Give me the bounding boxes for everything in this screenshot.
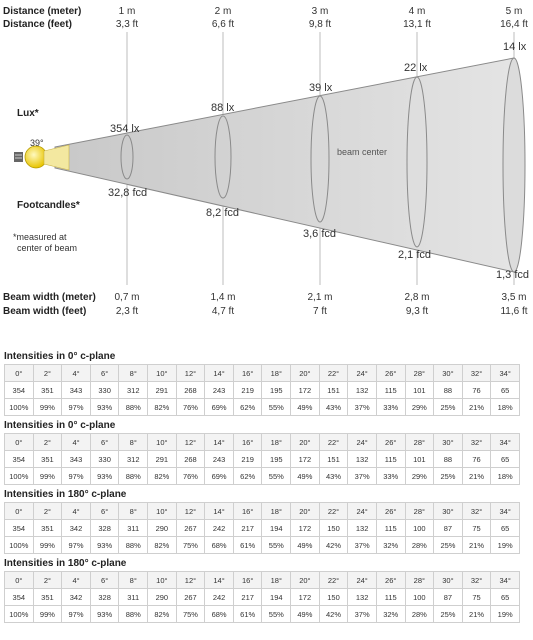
table-cell: 312 bbox=[119, 382, 148, 399]
table-cell: 25% bbox=[434, 468, 463, 485]
table-cell: 28% bbox=[405, 606, 434, 623]
table-cell: 33% bbox=[376, 399, 405, 416]
table-cell: 100% bbox=[5, 606, 34, 623]
distance-m-5: 5 m bbox=[505, 6, 523, 17]
lux-1: 354 lx bbox=[110, 123, 140, 135]
table-cell: 311 bbox=[119, 589, 148, 606]
table-cell: 243 bbox=[205, 382, 234, 399]
table-cell: 37% bbox=[348, 468, 377, 485]
angle-row bbox=[5, 434, 520, 451]
table-cell: 34° bbox=[491, 572, 520, 589]
table-cell: 24° bbox=[348, 365, 377, 382]
table-cell: 97% bbox=[62, 468, 91, 485]
table-cell: 151 bbox=[319, 382, 348, 399]
intensity-table-title: Intensities in 0° c-plane bbox=[4, 351, 116, 362]
table-cell: 2° bbox=[33, 365, 62, 382]
table-cell: 19% bbox=[491, 606, 520, 623]
table-cell: 10° bbox=[148, 434, 177, 451]
table-cell: 8° bbox=[119, 503, 148, 520]
table-cell: 16° bbox=[233, 572, 262, 589]
table-cell: 115 bbox=[376, 451, 405, 468]
table-cell: 6° bbox=[90, 365, 119, 382]
intensity-section bbox=[4, 419, 520, 485]
table-cell: 150 bbox=[319, 520, 348, 537]
table-cell: 30° bbox=[434, 572, 463, 589]
table-cell: 28° bbox=[405, 434, 434, 451]
table-cell: 61% bbox=[233, 537, 262, 554]
table-cell: 55% bbox=[262, 468, 291, 485]
table-cell: 4° bbox=[62, 434, 91, 451]
table-cell: 14° bbox=[205, 434, 234, 451]
table-cell: 93% bbox=[90, 468, 119, 485]
table-cell: 68% bbox=[205, 537, 234, 554]
distance-m-1: 1 m bbox=[118, 6, 136, 17]
lamp-icon bbox=[14, 145, 69, 170]
table-cell: 343 bbox=[62, 382, 91, 399]
distance-feet-values bbox=[116, 19, 528, 30]
table-cell: 26° bbox=[376, 365, 405, 382]
table-cell: 14° bbox=[205, 572, 234, 589]
table-cell: 18° bbox=[262, 503, 291, 520]
table-cell: 291 bbox=[148, 382, 177, 399]
distance-m-2: 2 m bbox=[214, 6, 232, 17]
table-cell: 34° bbox=[491, 434, 520, 451]
table-cell: 65 bbox=[491, 382, 520, 399]
table-cell: 172 bbox=[291, 451, 320, 468]
angle-row bbox=[5, 365, 520, 382]
table-cell: 28% bbox=[405, 537, 434, 554]
table-cell: 343 bbox=[62, 451, 91, 468]
table-cell: 99% bbox=[33, 468, 62, 485]
table-cell: 29% bbox=[405, 468, 434, 485]
table-cell: 242 bbox=[205, 589, 234, 606]
value-row bbox=[5, 451, 520, 468]
table-cell: 16° bbox=[233, 503, 262, 520]
angle-row bbox=[5, 572, 520, 589]
table-cell: 21% bbox=[462, 468, 491, 485]
table-cell: 10° bbox=[148, 572, 177, 589]
intensity-table-title: Intensities in 180° c-plane bbox=[4, 558, 127, 569]
table-cell: 19% bbox=[491, 537, 520, 554]
table-cell: 76 bbox=[462, 451, 491, 468]
table-cell: 49% bbox=[291, 606, 320, 623]
table-cell: 100 bbox=[405, 589, 434, 606]
table-cell: 14° bbox=[205, 503, 234, 520]
beam-cone bbox=[55, 58, 514, 272]
table-cell: 75% bbox=[176, 606, 205, 623]
table-cell: 30° bbox=[434, 503, 463, 520]
intensity-table bbox=[4, 502, 520, 554]
table-cell: 6° bbox=[90, 572, 119, 589]
table-cell: 217 bbox=[233, 520, 262, 537]
table-cell: 20° bbox=[291, 572, 320, 589]
table-cell: 354 bbox=[5, 382, 34, 399]
table-cell: 150 bbox=[319, 589, 348, 606]
table-cell: 28° bbox=[405, 503, 434, 520]
distance-ft-2: 6,6 ft bbox=[211, 19, 235, 30]
table-cell: 26° bbox=[376, 572, 405, 589]
intensity-section bbox=[4, 350, 520, 416]
lux-4: 22 lx bbox=[404, 62, 428, 74]
table-cell: 100% bbox=[5, 537, 34, 554]
distance-m-3: 3 m bbox=[311, 6, 329, 17]
table-cell: 351 bbox=[33, 382, 62, 399]
table-cell: 311 bbox=[119, 520, 148, 537]
table-cell: 0° bbox=[5, 503, 34, 520]
table-cell: 0° bbox=[5, 434, 34, 451]
table-cell: 49% bbox=[291, 399, 320, 416]
table-cell: 18% bbox=[491, 468, 520, 485]
table-cell: 29% bbox=[405, 399, 434, 416]
table-cell: 55% bbox=[262, 606, 291, 623]
table-cell: 24° bbox=[348, 503, 377, 520]
width-m-3: 2,1 m bbox=[307, 292, 333, 303]
table-cell: 93% bbox=[90, 399, 119, 416]
intensity-tables bbox=[4, 350, 520, 626]
fcd-4: 2,1 fcd bbox=[398, 249, 432, 261]
table-cell: 62% bbox=[233, 399, 262, 416]
table-cell: 82% bbox=[148, 537, 177, 554]
table-cell: 354 bbox=[5, 520, 34, 537]
table-cell: 194 bbox=[262, 520, 291, 537]
table-cell: 24° bbox=[348, 434, 377, 451]
table-cell: 16° bbox=[233, 365, 262, 382]
table-cell: 217 bbox=[233, 589, 262, 606]
intensity-table bbox=[4, 571, 520, 623]
table-cell: 65 bbox=[491, 451, 520, 468]
table-cell: 330 bbox=[90, 451, 119, 468]
table-cell: 20° bbox=[291, 365, 320, 382]
table-cell: 21% bbox=[462, 399, 491, 416]
table-cell: 93% bbox=[90, 606, 119, 623]
intensity-section bbox=[4, 557, 520, 623]
cross-section-5 bbox=[503, 58, 525, 272]
intensity-table-title: Intensities in 0° c-plane bbox=[4, 420, 116, 431]
table-cell: 268 bbox=[176, 451, 205, 468]
table-cell: 26° bbox=[376, 503, 405, 520]
table-cell: 28° bbox=[405, 572, 434, 589]
table-cell: 28° bbox=[405, 365, 434, 382]
distance-meter-values bbox=[119, 6, 523, 17]
table-cell: 75 bbox=[462, 589, 491, 606]
table-cell: 312 bbox=[119, 451, 148, 468]
table-cell: 290 bbox=[148, 589, 177, 606]
table-cell: 354 bbox=[5, 451, 34, 468]
table-cell: 25% bbox=[434, 399, 463, 416]
table-cell: 55% bbox=[262, 537, 291, 554]
table-cell: 18° bbox=[262, 365, 291, 382]
table-cell: 42% bbox=[319, 606, 348, 623]
distance-ft-3: 9,8 ft bbox=[308, 19, 332, 30]
table-cell: 37% bbox=[348, 537, 377, 554]
table-cell: 37% bbox=[348, 606, 377, 623]
table-cell: 65 bbox=[491, 589, 520, 606]
distance-ft-4: 13,1 ft bbox=[403, 19, 431, 30]
table-cell: 24° bbox=[348, 572, 377, 589]
table-cell: 82% bbox=[148, 606, 177, 623]
table-cell: 32° bbox=[462, 434, 491, 451]
table-cell: 18° bbox=[262, 572, 291, 589]
table-cell: 20° bbox=[291, 434, 320, 451]
distance-meter-label: Distance (meter) bbox=[3, 6, 82, 17]
table-cell: 115 bbox=[376, 589, 405, 606]
table-cell: 88 bbox=[434, 382, 463, 399]
table-cell: 93% bbox=[90, 537, 119, 554]
table-cell: 32° bbox=[462, 365, 491, 382]
table-cell: 30° bbox=[434, 365, 463, 382]
width-m-4: 2,8 m bbox=[404, 292, 430, 303]
percent-row bbox=[5, 537, 520, 554]
table-cell: 22° bbox=[319, 365, 348, 382]
table-cell: 243 bbox=[205, 451, 234, 468]
angle-row bbox=[5, 503, 520, 520]
table-cell: 6° bbox=[90, 503, 119, 520]
table-cell: 30° bbox=[434, 434, 463, 451]
table-cell: 21% bbox=[462, 606, 491, 623]
table-cell: 75 bbox=[462, 520, 491, 537]
table-cell: 267 bbox=[176, 589, 205, 606]
table-cell: 69% bbox=[205, 399, 234, 416]
table-cell: 75% bbox=[176, 537, 205, 554]
width-ft-4: 9,3 ft bbox=[405, 306, 429, 317]
table-cell: 172 bbox=[291, 520, 320, 537]
table-cell: 4° bbox=[62, 572, 91, 589]
value-row bbox=[5, 589, 520, 606]
table-cell: 76% bbox=[176, 399, 205, 416]
table-cell: 268 bbox=[176, 382, 205, 399]
table-cell: 100% bbox=[5, 399, 34, 416]
table-cell: 100% bbox=[5, 468, 34, 485]
table-cell: 115 bbox=[376, 520, 405, 537]
table-cell: 290 bbox=[148, 520, 177, 537]
table-cell: 62% bbox=[233, 468, 262, 485]
table-cell: 76 bbox=[462, 382, 491, 399]
table-cell: 87 bbox=[434, 589, 463, 606]
table-cell: 100 bbox=[405, 520, 434, 537]
table-cell: 34° bbox=[491, 365, 520, 382]
table-cell: 194 bbox=[262, 589, 291, 606]
table-cell: 49% bbox=[291, 537, 320, 554]
table-cell: 68% bbox=[205, 606, 234, 623]
fcd-2: 8,2 fcd bbox=[206, 207, 240, 219]
table-cell: 132 bbox=[348, 382, 377, 399]
table-cell: 0° bbox=[5, 572, 34, 589]
table-cell: 354 bbox=[5, 589, 34, 606]
value-row bbox=[5, 382, 520, 399]
table-cell: 330 bbox=[90, 382, 119, 399]
width-ft-5: 11,6 ft bbox=[500, 306, 528, 317]
table-cell: 55% bbox=[262, 399, 291, 416]
lux-5: 14 lx bbox=[503, 41, 527, 53]
table-cell: 42% bbox=[319, 537, 348, 554]
width-m-5: 3,5 m bbox=[501, 292, 527, 303]
table-cell: 25% bbox=[434, 606, 463, 623]
table-cell: 6° bbox=[90, 434, 119, 451]
table-cell: 34° bbox=[491, 503, 520, 520]
table-cell: 2° bbox=[33, 503, 62, 520]
table-cell: 12° bbox=[176, 434, 205, 451]
table-cell: 115 bbox=[376, 382, 405, 399]
table-cell: 32% bbox=[376, 606, 405, 623]
measurement-note-line-2: center of beam bbox=[17, 243, 78, 253]
table-cell: 43% bbox=[319, 399, 348, 416]
table-cell: 12° bbox=[176, 572, 205, 589]
table-cell: 97% bbox=[62, 606, 91, 623]
distance-ft-5: 16,4 ft bbox=[500, 19, 528, 30]
table-cell: 195 bbox=[262, 451, 291, 468]
table-cell: 291 bbox=[148, 451, 177, 468]
beam-width-feet-label: Beam width (feet) bbox=[3, 306, 87, 317]
table-cell: 328 bbox=[90, 589, 119, 606]
fcd-3: 3,6 fcd bbox=[303, 228, 337, 240]
table-cell: 32° bbox=[462, 503, 491, 520]
table-cell: 88 bbox=[434, 451, 463, 468]
table-cell: 99% bbox=[33, 399, 62, 416]
table-cell: 37% bbox=[348, 399, 377, 416]
beam-width-meter-label: Beam width (meter) bbox=[3, 292, 96, 303]
table-cell: 101 bbox=[405, 451, 434, 468]
table-cell: 22° bbox=[319, 434, 348, 451]
table-cell: 22° bbox=[319, 503, 348, 520]
table-cell: 132 bbox=[348, 589, 377, 606]
beam-width-feet-values bbox=[116, 306, 528, 317]
table-cell: 99% bbox=[33, 606, 62, 623]
table-cell: 25% bbox=[434, 537, 463, 554]
table-cell: 242 bbox=[205, 520, 234, 537]
table-cell: 69% bbox=[205, 468, 234, 485]
width-m-2: 1,4 m bbox=[210, 292, 236, 303]
table-cell: 12° bbox=[176, 503, 205, 520]
table-cell: 97% bbox=[62, 399, 91, 416]
width-ft-1: 2,3 ft bbox=[115, 306, 139, 317]
table-cell: 20° bbox=[291, 503, 320, 520]
table-cell: 132 bbox=[348, 451, 377, 468]
value-row bbox=[5, 520, 520, 537]
percent-row bbox=[5, 468, 520, 485]
table-cell: 8° bbox=[119, 572, 148, 589]
table-cell: 88% bbox=[119, 468, 148, 485]
table-cell: 14° bbox=[205, 365, 234, 382]
table-cell: 267 bbox=[176, 520, 205, 537]
table-cell: 195 bbox=[262, 382, 291, 399]
beam-center-label: beam center bbox=[337, 147, 388, 157]
table-cell: 97% bbox=[62, 537, 91, 554]
table-cell: 76% bbox=[176, 468, 205, 485]
table-cell: 219 bbox=[233, 451, 262, 468]
table-cell: 61% bbox=[233, 606, 262, 623]
table-cell: 82% bbox=[148, 468, 177, 485]
table-cell: 351 bbox=[33, 451, 62, 468]
table-cell: 88% bbox=[119, 537, 148, 554]
percent-row bbox=[5, 399, 520, 416]
table-cell: 88% bbox=[119, 606, 148, 623]
width-ft-2: 4,7 ft bbox=[211, 306, 235, 317]
intensity-table bbox=[4, 364, 520, 416]
table-cell: 22° bbox=[319, 572, 348, 589]
table-cell: 10° bbox=[148, 503, 177, 520]
footcandles-label: Footcandles* bbox=[17, 200, 80, 211]
table-cell: 10° bbox=[148, 365, 177, 382]
table-cell: 33% bbox=[376, 468, 405, 485]
table-cell: 26° bbox=[376, 434, 405, 451]
table-cell: 101 bbox=[405, 382, 434, 399]
table-cell: 43% bbox=[319, 468, 348, 485]
table-cell: 2° bbox=[33, 434, 62, 451]
table-cell: 32° bbox=[462, 572, 491, 589]
intensity-table-title: Intensities in 180° c-plane bbox=[4, 489, 127, 500]
table-cell: 342 bbox=[62, 589, 91, 606]
table-cell: 132 bbox=[348, 520, 377, 537]
beam-angle: 39° bbox=[30, 138, 44, 148]
table-cell: 151 bbox=[319, 451, 348, 468]
table-cell: 12° bbox=[176, 365, 205, 382]
distance-ft-1: 3,3 ft bbox=[115, 19, 139, 30]
table-cell: 2° bbox=[33, 572, 62, 589]
table-cell: 49% bbox=[291, 468, 320, 485]
table-cell: 351 bbox=[33, 589, 62, 606]
table-cell: 16° bbox=[233, 434, 262, 451]
fcd-1: 32,8 fcd bbox=[108, 187, 148, 199]
table-cell: 21% bbox=[462, 537, 491, 554]
fcd-5: 1,3 fcd bbox=[496, 269, 530, 281]
table-cell: 172 bbox=[291, 382, 320, 399]
intensity-section bbox=[4, 488, 520, 554]
table-cell: 342 bbox=[62, 520, 91, 537]
table-cell: 87 bbox=[434, 520, 463, 537]
table-cell: 4° bbox=[62, 365, 91, 382]
distance-m-4: 4 m bbox=[408, 6, 426, 17]
table-cell: 351 bbox=[33, 520, 62, 537]
table-cell: 32% bbox=[376, 537, 405, 554]
table-cell: 99% bbox=[33, 537, 62, 554]
table-cell: 8° bbox=[119, 434, 148, 451]
table-cell: 219 bbox=[233, 382, 262, 399]
intensity-table bbox=[4, 433, 520, 485]
table-cell: 82% bbox=[148, 399, 177, 416]
width-m-1: 0,7 m bbox=[114, 292, 140, 303]
percent-row bbox=[5, 606, 520, 623]
lux-2: 88 lx bbox=[211, 102, 235, 114]
lux-3: 39 lx bbox=[309, 82, 333, 94]
table-cell: 18° bbox=[262, 434, 291, 451]
table-cell: 18% bbox=[491, 399, 520, 416]
table-cell: 8° bbox=[119, 365, 148, 382]
table-cell: 328 bbox=[90, 520, 119, 537]
distance-feet-label: Distance (feet) bbox=[3, 19, 72, 30]
width-ft-3: 7 ft bbox=[313, 306, 327, 317]
table-cell: 65 bbox=[491, 520, 520, 537]
table-cell: 0° bbox=[5, 365, 34, 382]
table-cell: 88% bbox=[119, 399, 148, 416]
measurement-note-line-1: *measured at bbox=[13, 232, 67, 242]
beam-width-meter-values bbox=[114, 292, 526, 303]
table-cell: 4° bbox=[62, 503, 91, 520]
lux-label: Lux* bbox=[17, 108, 39, 119]
table-cell: 172 bbox=[291, 589, 320, 606]
